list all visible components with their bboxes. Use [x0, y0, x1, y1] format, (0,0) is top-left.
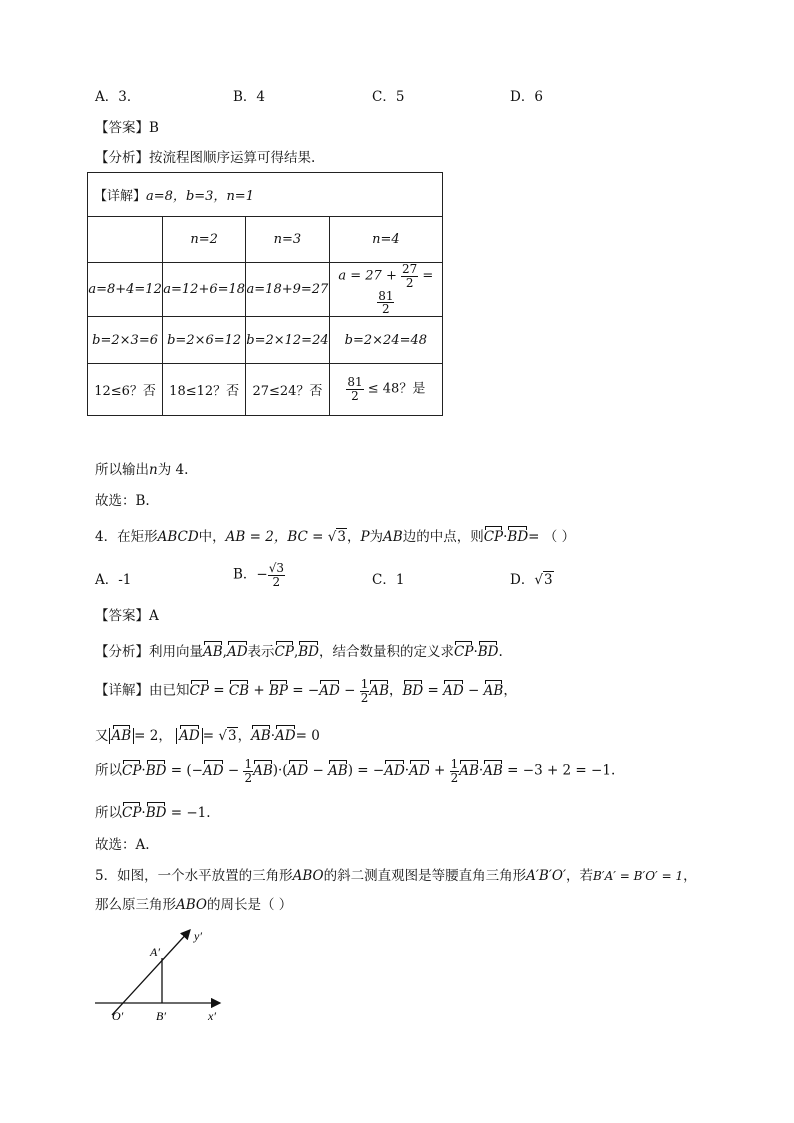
q5-stem-line2: 那么原三角形ABO的周长是（ ）: [95, 897, 293, 913]
label-y-prime: y′: [194, 929, 202, 943]
table-header-cell: n=3: [246, 217, 330, 263]
q4-option-b: B．− $\frac{√3}{2}$: [233, 561, 285, 589]
iteration-table: [87, 172, 443, 416]
table-header-cell: n=2: [163, 217, 246, 263]
q3-choice: 故选：B.: [95, 493, 150, 509]
detail-tag: 【详解】: [94, 189, 147, 204]
q4-detail-line2: 又 AB = 2， AD = √3，AB·AD= 0: [95, 728, 320, 744]
table-header-cell: [88, 217, 163, 263]
table-cell: b=2×3=6: [88, 317, 163, 364]
q4-detail-line4: 所以CP·BD = −1.: [95, 805, 211, 821]
analysis-tag: 【分析】: [95, 150, 149, 166]
table-cell: b=2×24=48: [329, 317, 442, 364]
oblique-projection-figure: [90, 920, 240, 1025]
init-a: a=8，: [146, 189, 186, 204]
q4-option-d: D．√3: [510, 572, 553, 588]
q4-detail-line3: 所以CP·BD = (−AD − $\frac{1}{2}$ AB)·(AD − AB) = −AD·AD + $\frac{1}{2}$ AB·AB = −3 + 2 = −1.: [95, 757, 616, 785]
table-cell: 27≤24？否: [246, 364, 330, 416]
table-header-cell: n=4: [329, 217, 442, 263]
label-o-prime: O′: [112, 1009, 124, 1023]
label-x-prime: x′: [208, 1009, 216, 1023]
answer-value: B: [149, 120, 159, 136]
label-b-prime: B′: [156, 1009, 166, 1023]
q4-option-a: A．-1: [95, 572, 132, 588]
q3-option-d: D．6: [510, 89, 543, 105]
q3-answer: [95, 116, 159, 136]
q4-analysis: 【分析】利用向量AB,AD表示CP,BD，结合数量积的定义求CP·BD.: [95, 644, 503, 660]
init-b: b=3，: [185, 189, 227, 204]
table-cell: a=18+9=27: [246, 263, 330, 317]
q3-option-c: C．5: [372, 89, 405, 105]
label-a-prime: A′: [150, 945, 160, 959]
q3-output-line: 所以输出n为 4.: [95, 462, 189, 478]
table-cell: a=12+6=18: [163, 263, 246, 317]
table-cell: 12≤6？否: [88, 364, 163, 416]
q4-detail-line1: 【详解】由已知CP = CB + BP = −AD − $\frac{1}{2}$ AB，BD = AD − AB，: [95, 677, 517, 705]
answer-tag: 【答案】: [95, 120, 149, 136]
table-cell: b=2×12=24: [246, 317, 330, 364]
q4-answer: 【答案】A: [95, 608, 159, 624]
q4-stem: 4．在矩形ABCD中，AB = 2，BC = √3，P为AB边的中点，则CP·BD= （ ）: [95, 529, 576, 545]
table-cell: $\frac{81}{2}$ ≤ 48？是: [329, 364, 442, 416]
q4-choice: 故选：A.: [95, 837, 150, 853]
analysis-text: 按流程图顺序运算可得结果.: [149, 150, 316, 166]
init-n: n=1: [226, 189, 254, 204]
y-axis: [112, 930, 190, 1015]
q3-option-a: A．3．: [95, 89, 141, 105]
q5-stem-line1: 5．如图，一个水平放置的三角形ABO的斜二测直观图是等腰直角三角形A′B′O′，若B′A′ = B′O′ = 1，: [95, 868, 697, 884]
q4-option-c: C．1: [372, 572, 405, 588]
table-detail-row: [88, 173, 443, 217]
table-cell: 18≤12？否: [163, 364, 246, 416]
table-cell: b=2×6=12: [163, 317, 246, 364]
table-cell: a = 27 + $\frac{27}{2}$ = $\frac{81}{2}$: [329, 263, 442, 317]
table-cell: a=8+4=12: [88, 263, 163, 317]
q3-option-b: B．4: [233, 89, 266, 105]
q3-analysis: [95, 146, 315, 166]
